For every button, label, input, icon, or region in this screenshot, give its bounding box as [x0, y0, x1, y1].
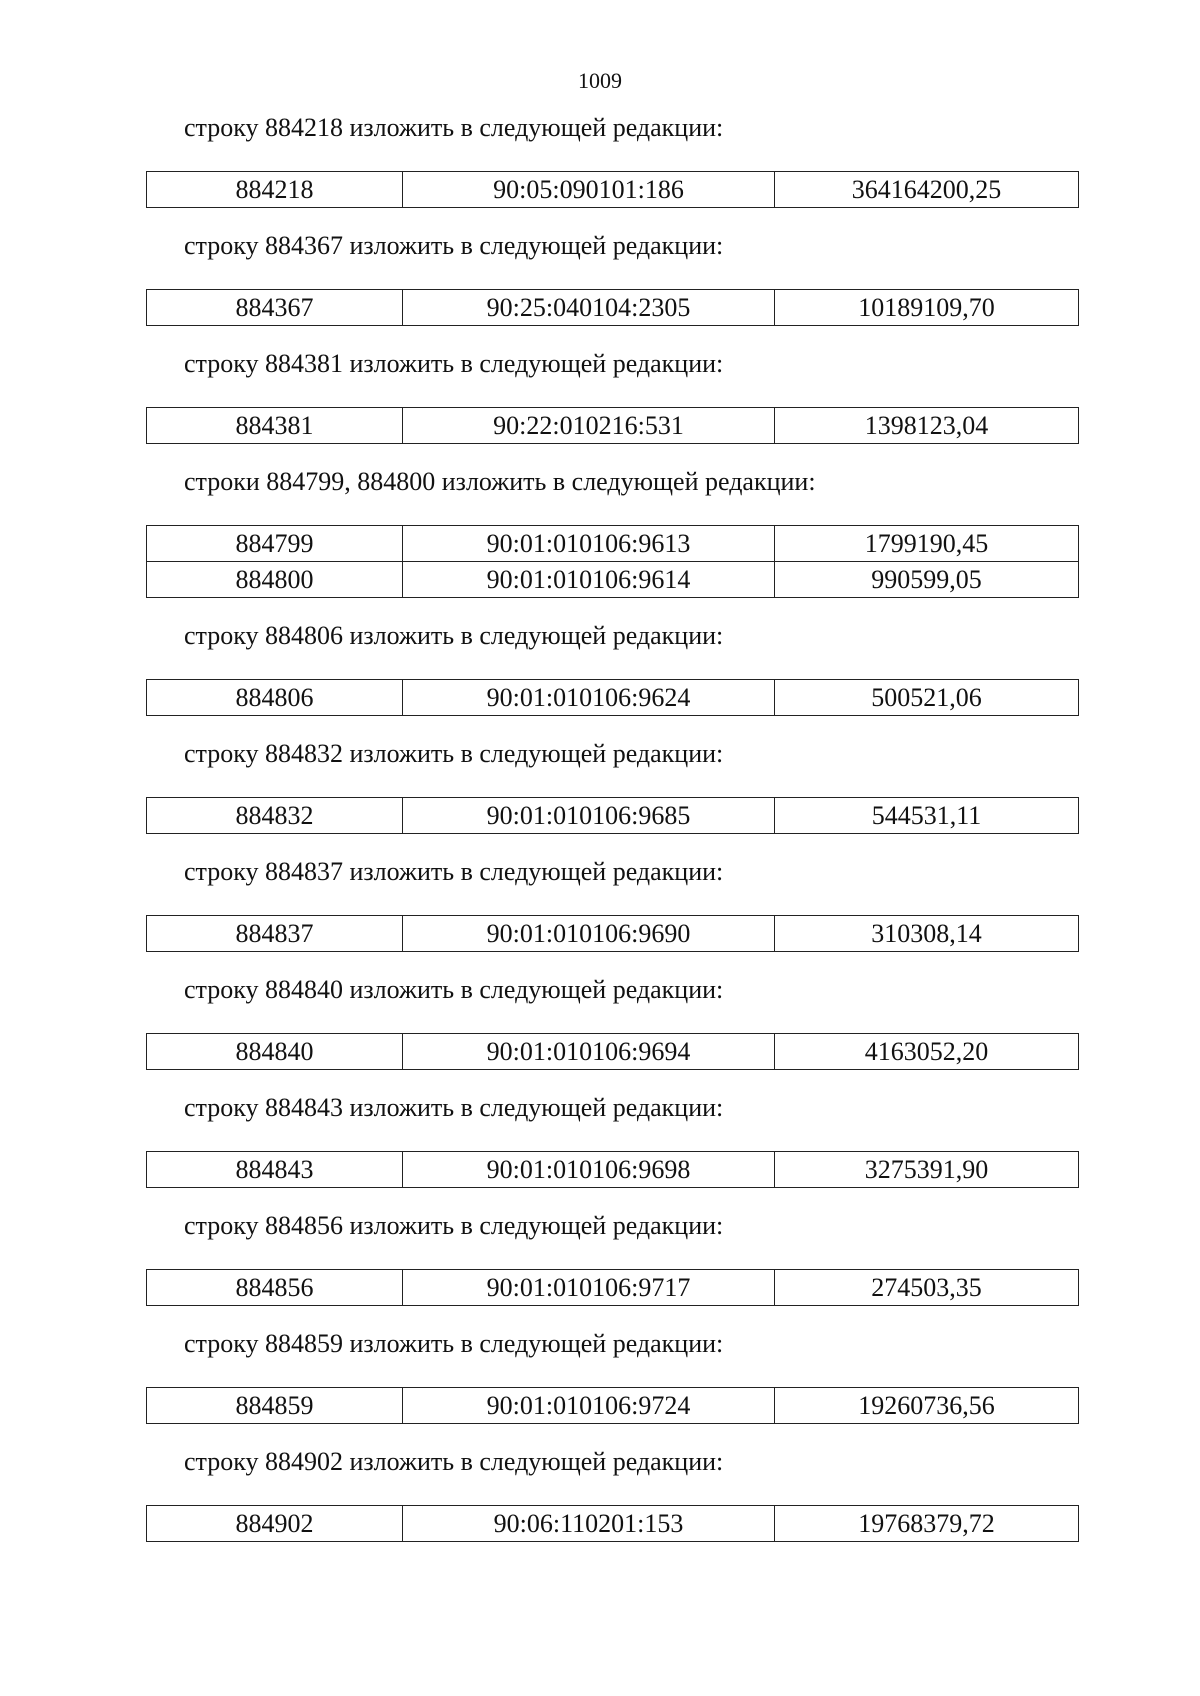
row-number-cell: 884218 [147, 172, 403, 208]
amendment-table [146, 679, 1079, 716]
row-number-cell: 884800 [147, 562, 403, 598]
amendment-instruction: строки 884799, 884800 изложить в следующей редакции: [184, 467, 816, 496]
table-row [147, 916, 1079, 952]
table-row [147, 798, 1079, 834]
value-cell: 1398123,04 [775, 408, 1079, 444]
cadastral-number-cell: 90:01:010106:9694 [403, 1034, 775, 1070]
row-number-cell: 884856 [147, 1270, 403, 1306]
table-row [147, 1506, 1079, 1542]
row-number-cell: 884381 [147, 408, 403, 444]
table-row [147, 526, 1079, 562]
value-cell: 10189109,70 [775, 290, 1079, 326]
cadastral-number-cell: 90:01:010106:9613 [403, 526, 775, 562]
table-row [147, 1034, 1079, 1070]
cadastral-number-cell: 90:01:010106:9698 [403, 1152, 775, 1188]
table-row [147, 562, 1079, 598]
amendment-table [146, 1033, 1079, 1070]
row-number-cell: 884837 [147, 916, 403, 952]
cadastral-number-cell: 90:01:010106:9690 [403, 916, 775, 952]
amendment-table [146, 289, 1079, 326]
cadastral-number-cell: 90:06:110201:153 [403, 1506, 775, 1542]
value-cell: 274503,35 [775, 1270, 1079, 1306]
value-cell: 364164200,25 [775, 172, 1079, 208]
value-cell: 1799190,45 [775, 526, 1079, 562]
value-cell: 544531,11 [775, 798, 1079, 834]
cadastral-number-cell: 90:25:040104:2305 [403, 290, 775, 326]
cadastral-number-cell: 90:01:010106:9685 [403, 798, 775, 834]
table-row [147, 408, 1079, 444]
row-number-cell: 884832 [147, 798, 403, 834]
table-row [147, 1388, 1079, 1424]
table-row [147, 1152, 1079, 1188]
amendment-instruction: строку 884367 изложить в следующей редакции: [184, 231, 724, 260]
row-number-cell: 884840 [147, 1034, 403, 1070]
amendment-table [146, 1151, 1079, 1188]
row-number-cell: 884843 [147, 1152, 403, 1188]
amendment-instruction: строку 884843 изложить в следующей редакции: [184, 1093, 724, 1122]
amendment-table [146, 1269, 1079, 1306]
amendment-instruction: строку 884381 изложить в следующей редакции: [184, 349, 724, 378]
amendment-instruction: строку 884218 изложить в следующей редакции: [184, 113, 724, 142]
amendment-table [146, 1387, 1079, 1424]
document-body [146, 108, 1078, 1560]
row-number-cell: 884367 [147, 290, 403, 326]
page-number: 1009 [578, 68, 622, 93]
cadastral-number-cell: 90:01:010106:9614 [403, 562, 775, 598]
table-row [147, 172, 1079, 208]
amendment-table [146, 407, 1079, 444]
cadastral-number-cell: 90:22:010216:531 [403, 408, 775, 444]
amendment-instruction: строку 884837 изложить в следующей редакции: [184, 857, 724, 886]
amendment-table [146, 171, 1079, 208]
amendment-instruction: строку 884902 изложить в следующей редакции: [184, 1447, 724, 1476]
value-cell: 3275391,90 [775, 1152, 1079, 1188]
value-cell: 990599,05 [775, 562, 1079, 598]
amendment-table [146, 1505, 1079, 1542]
amendment-table [146, 915, 1079, 952]
row-number-cell: 884902 [147, 1506, 403, 1542]
cadastral-number-cell: 90:01:010106:9624 [403, 680, 775, 716]
table-row [147, 680, 1079, 716]
value-cell: 4163052,20 [775, 1034, 1079, 1070]
value-cell: 19768379,72 [775, 1506, 1079, 1542]
amendment-instruction: строку 884840 изложить в следующей редакции: [184, 975, 724, 1004]
amendment-instruction: строку 884856 изложить в следующей редакции: [184, 1211, 724, 1240]
row-number-cell: 884859 [147, 1388, 403, 1424]
table-row [147, 1270, 1079, 1306]
value-cell: 500521,06 [775, 680, 1079, 716]
amendment-instruction: строку 884806 изложить в следующей редакции: [184, 621, 724, 650]
value-cell: 19260736,56 [775, 1388, 1079, 1424]
table-row [147, 290, 1079, 326]
row-number-cell: 884799 [147, 526, 403, 562]
amendment-instruction: строку 884859 изложить в следующей редакции: [184, 1329, 724, 1358]
value-cell: 310308,14 [775, 916, 1079, 952]
amendment-table [146, 525, 1079, 598]
amendment-instruction: строку 884832 изложить в следующей редакции: [184, 739, 724, 768]
cadastral-number-cell: 90:01:010106:9724 [403, 1388, 775, 1424]
row-number-cell: 884806 [147, 680, 403, 716]
cadastral-number-cell: 90:01:010106:9717 [403, 1270, 775, 1306]
amendment-table [146, 797, 1079, 834]
cadastral-number-cell: 90:05:090101:186 [403, 172, 775, 208]
